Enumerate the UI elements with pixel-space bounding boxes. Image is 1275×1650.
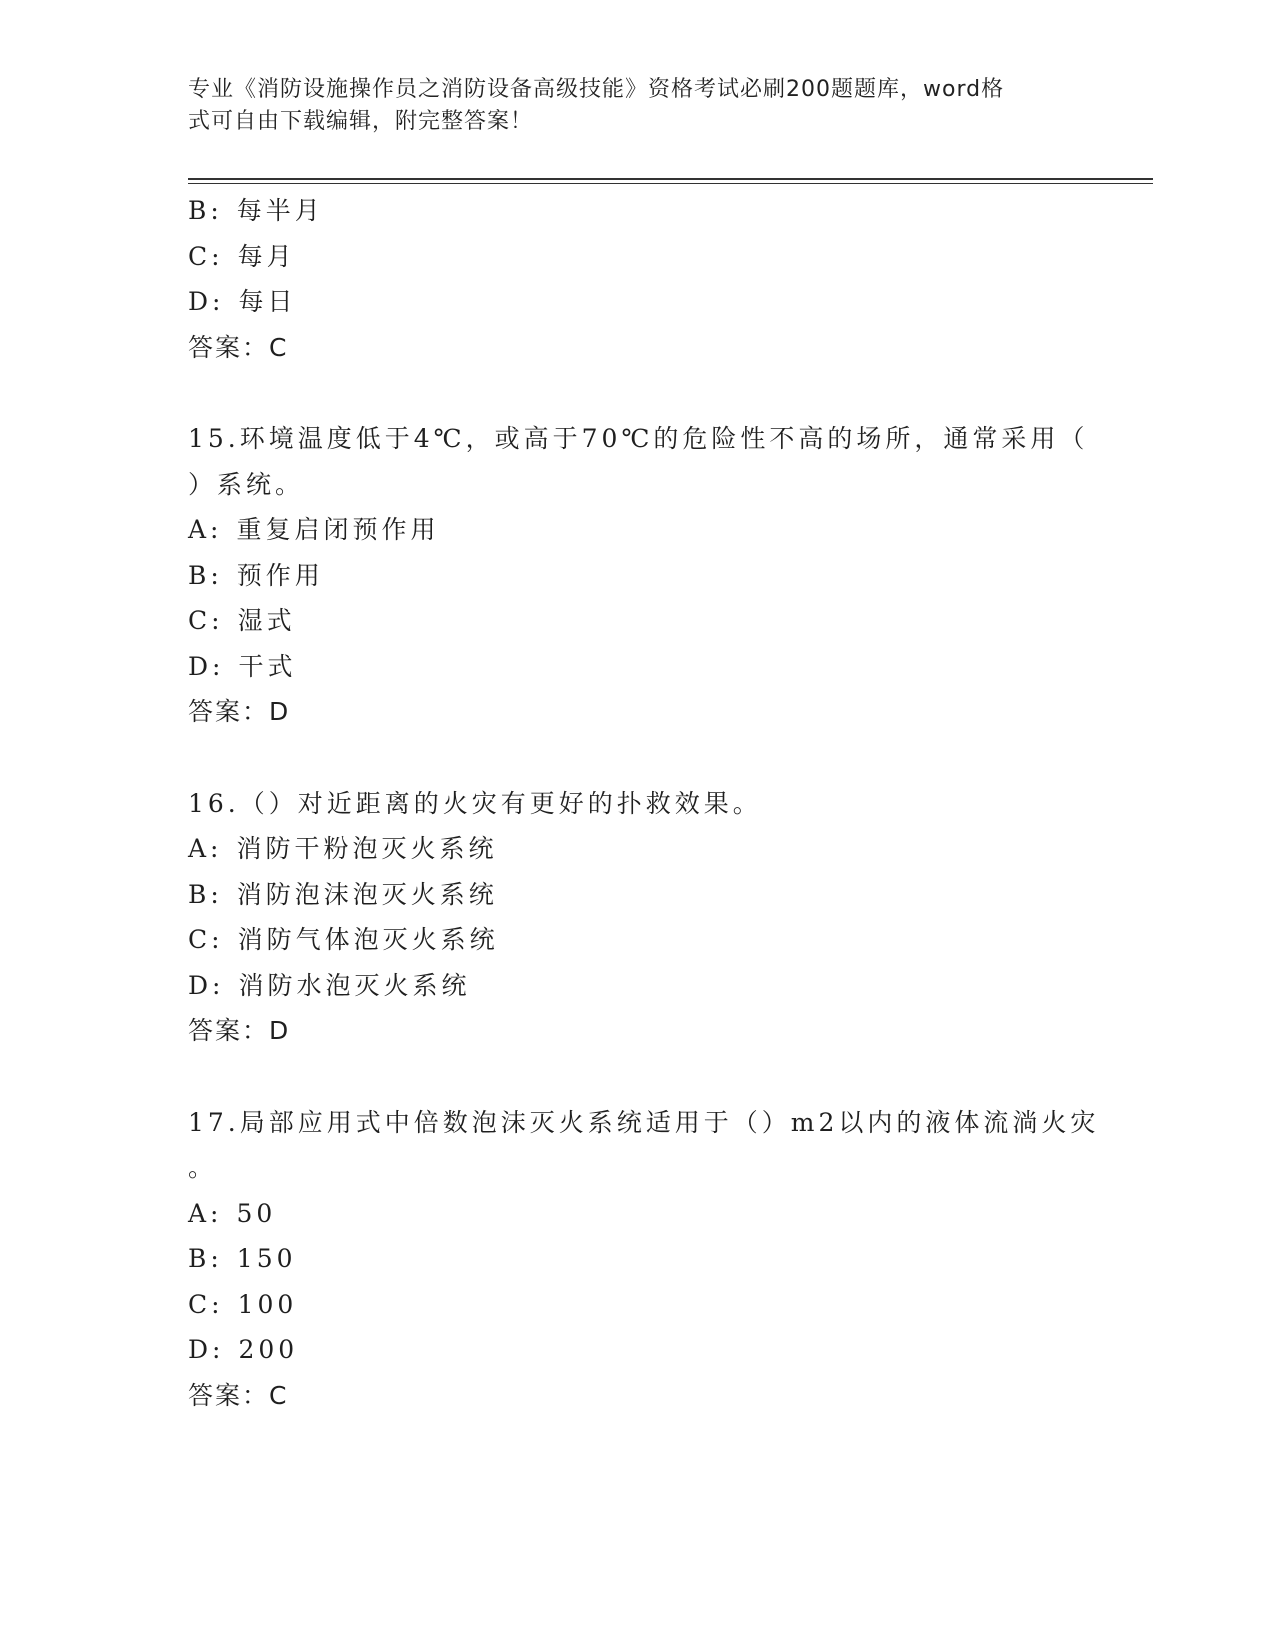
option-key: B: bbox=[188, 879, 223, 909]
option-c bbox=[188, 234, 1088, 280]
header-line-2: 式可自由下载编辑，附完整答案！ bbox=[188, 109, 534, 134]
option-text: 每日 bbox=[238, 287, 297, 316]
header-divider-thin bbox=[188, 183, 1153, 184]
option-key: C: bbox=[188, 606, 224, 635]
option-d bbox=[188, 963, 1088, 1009]
question-block-14-continued bbox=[188, 188, 1088, 370]
option-text: 200 bbox=[238, 1335, 299, 1364]
option-b bbox=[188, 872, 1088, 918]
question-block-16 bbox=[188, 781, 1088, 1054]
question-stem-line: 。 bbox=[188, 1153, 218, 1182]
option-b bbox=[188, 188, 1088, 234]
option-text: 重复启闭预作用 bbox=[236, 515, 440, 544]
option-text: 预作用 bbox=[236, 560, 324, 590]
document-header bbox=[188, 74, 1068, 138]
option-c bbox=[188, 917, 1088, 963]
option-a bbox=[188, 826, 1088, 872]
option-key: B: bbox=[188, 196, 223, 225]
option-key: A: bbox=[188, 834, 223, 863]
option-text: 湿式 bbox=[237, 606, 296, 635]
option-text: 150 bbox=[236, 1244, 297, 1273]
option-d bbox=[188, 279, 1088, 325]
option-key: D: bbox=[188, 1335, 225, 1364]
option-text: 消防干粉泡灭火系统 bbox=[236, 834, 498, 863]
option-key: C: bbox=[188, 925, 224, 954]
option-key: B: bbox=[188, 1244, 223, 1273]
answer-line: 答案：C bbox=[188, 1380, 289, 1410]
option-key: A: bbox=[188, 1198, 223, 1228]
option-text: 消防气体泡灭火系统 bbox=[237, 925, 499, 954]
answer-line: 答案：D bbox=[188, 1016, 291, 1045]
answer-line: 答案：D bbox=[188, 697, 291, 726]
question-stem-line: 16.（）对近距离的火灾有更好的扑救效果。 bbox=[188, 788, 762, 818]
option-key: D: bbox=[188, 651, 225, 681]
option-text: 干式 bbox=[238, 651, 297, 681]
answer-line: 答案：C bbox=[188, 332, 289, 362]
option-key: B: bbox=[188, 560, 223, 590]
option-key: C: bbox=[188, 241, 224, 271]
header-divider-thick bbox=[188, 178, 1153, 180]
question-stem-line: 15.环境温度低于4℃，或高于70℃的危险性不高的场所，通常采用（ bbox=[188, 424, 1089, 453]
option-c bbox=[188, 598, 1088, 644]
option-text: 消防泡沫泡灭火系统 bbox=[236, 879, 498, 909]
option-c bbox=[188, 1282, 1088, 1328]
option-key: D: bbox=[188, 287, 225, 316]
spacer bbox=[188, 1054, 1088, 1100]
question-block-17 bbox=[188, 1100, 1100, 1419]
option-b bbox=[188, 1236, 1088, 1282]
option-text: 50 bbox=[236, 1198, 277, 1228]
option-d bbox=[188, 644, 1088, 690]
spacer bbox=[188, 370, 1088, 416]
option-d bbox=[188, 1327, 1088, 1373]
option-text: 消防水泡灭火系统 bbox=[238, 970, 471, 1000]
option-key: C: bbox=[188, 1289, 224, 1319]
option-a bbox=[188, 1191, 1088, 1237]
option-key: A: bbox=[188, 515, 223, 544]
option-b bbox=[188, 553, 1088, 599]
option-key: D: bbox=[188, 970, 225, 1000]
option-text: 每半月 bbox=[236, 196, 324, 225]
question-list bbox=[188, 188, 1100, 1418]
question-stem-line: 17.局部应用式中倍数泡沫灭火系统适用于（）m2以内的液体流淌火灾 bbox=[188, 1107, 1100, 1137]
option-a bbox=[188, 507, 1088, 553]
question-block-15 bbox=[188, 416, 1088, 735]
option-text: 100 bbox=[237, 1289, 298, 1319]
question-stem-line: ）系统。 bbox=[188, 469, 305, 499]
spacer bbox=[188, 735, 1088, 781]
option-text: 每月 bbox=[237, 241, 296, 271]
header-line-1: 专业《消防设施操作员之消防设备高级技能》资格考试必刷200题题库，word格 bbox=[188, 77, 1005, 102]
